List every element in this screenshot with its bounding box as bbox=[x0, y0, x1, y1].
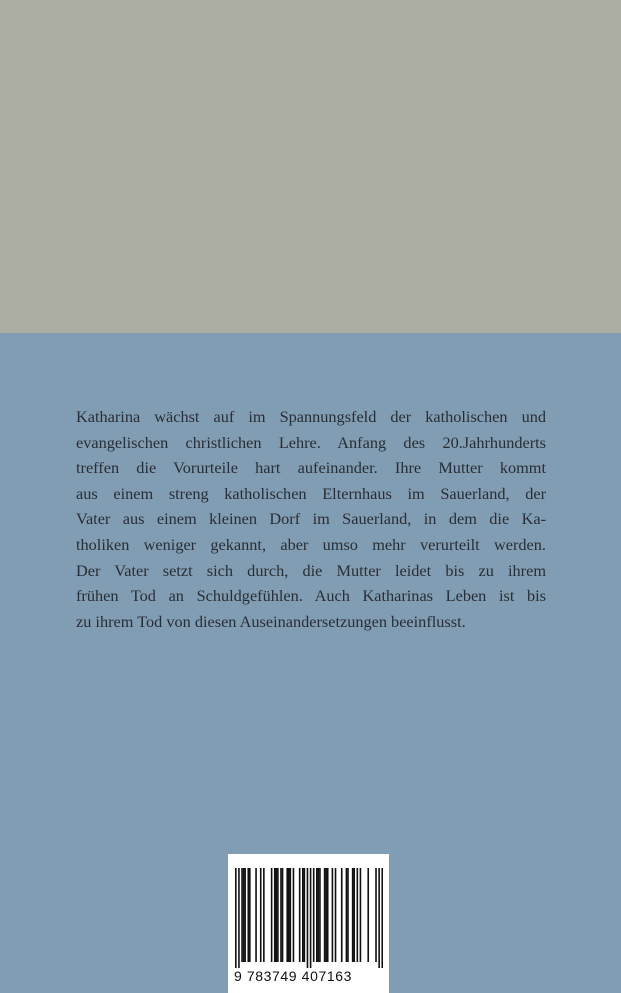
barcode-bar bbox=[316, 868, 318, 962]
blurb-line: treffen die Vorurteile hart aufeinander. Ihre Mutter kommt bbox=[76, 458, 546, 478]
barcode-bar bbox=[335, 868, 337, 962]
barcode-bar bbox=[325, 868, 327, 962]
barcode-bar bbox=[367, 868, 369, 962]
barcode-bar bbox=[282, 868, 284, 962]
cover-top-band bbox=[0, 0, 621, 333]
barcode-bar bbox=[313, 868, 315, 962]
barcode-bar bbox=[263, 868, 265, 962]
barcode-bar bbox=[375, 868, 377, 962]
barcode-bar bbox=[360, 868, 362, 962]
barcode-bar bbox=[302, 868, 304, 962]
isbn-barcode bbox=[228, 854, 389, 993]
barcode-bar bbox=[327, 868, 329, 962]
barcode-bars bbox=[235, 868, 383, 968]
barcode-bar bbox=[241, 868, 243, 962]
barcode-bar bbox=[307, 868, 309, 968]
barcode-bar bbox=[243, 868, 245, 962]
blurb-line: Katharina wächst auf im Spannungsfeld der katholischen und bbox=[76, 407, 546, 426]
barcode-bar bbox=[238, 868, 240, 968]
blurb-line: Vater aus einem kleinen Dorf im Sauerland, in dem die Ka- bbox=[76, 509, 546, 529]
barcode-bar bbox=[290, 868, 292, 962]
barcode-bar bbox=[332, 868, 334, 962]
barcode-bar bbox=[318, 868, 320, 962]
barcode-bar bbox=[274, 868, 276, 962]
isbn-digits: 9 783749 407163 bbox=[234, 968, 352, 984]
barcode-bar bbox=[324, 868, 326, 962]
barcode-bar bbox=[381, 868, 383, 968]
barcode-bar bbox=[247, 868, 249, 962]
barcode-bar bbox=[352, 868, 354, 962]
barcode-bar bbox=[271, 868, 273, 962]
barcode-bar bbox=[299, 868, 301, 962]
barcode-bar bbox=[255, 868, 257, 962]
barcode-bar bbox=[277, 868, 279, 962]
barcode-bar bbox=[288, 868, 290, 962]
barcode-bar bbox=[357, 868, 359, 962]
blurb-line: tholiken weniger gekannt, aber umso mehr verurteilt werden. bbox=[76, 534, 546, 554]
blurb-line: frühen Tod an Schuldgefühlen. Auch Katharinas Leben ist bis bbox=[76, 586, 546, 606]
barcode-bar bbox=[310, 868, 312, 968]
barcode-bar bbox=[319, 868, 321, 962]
barcode-bar bbox=[304, 868, 306, 962]
barcode-bar bbox=[341, 868, 343, 962]
barcode-bar bbox=[235, 868, 237, 968]
blurb-line: zu ihrem Tod von diesen Auseinandersetzungen beeinflusst. bbox=[76, 611, 466, 631]
barcode-bar bbox=[293, 868, 295, 962]
barcode-bar bbox=[346, 868, 348, 962]
blurb-line: Der Vater setzt sich durch, die Mutter leidet bis zu ihrem bbox=[76, 560, 546, 580]
blurb-line: evangelischen christlichen Lehre. Anfang des 20.Jahrhunderts bbox=[76, 432, 546, 452]
barcode-bar bbox=[378, 868, 380, 968]
barcode-bar bbox=[249, 868, 251, 962]
barcode-bar bbox=[260, 868, 262, 962]
barcode-bar bbox=[347, 868, 349, 962]
barcode-bar bbox=[276, 868, 278, 962]
barcode-bar bbox=[244, 868, 246, 962]
barcode-bar bbox=[280, 868, 282, 962]
blurb-line: aus einem streng katholischen Elternhaus im Sauerland, der bbox=[76, 483, 546, 503]
barcode-bar bbox=[353, 868, 355, 962]
blurb-text bbox=[76, 404, 546, 634]
barcode-bar bbox=[286, 868, 288, 962]
